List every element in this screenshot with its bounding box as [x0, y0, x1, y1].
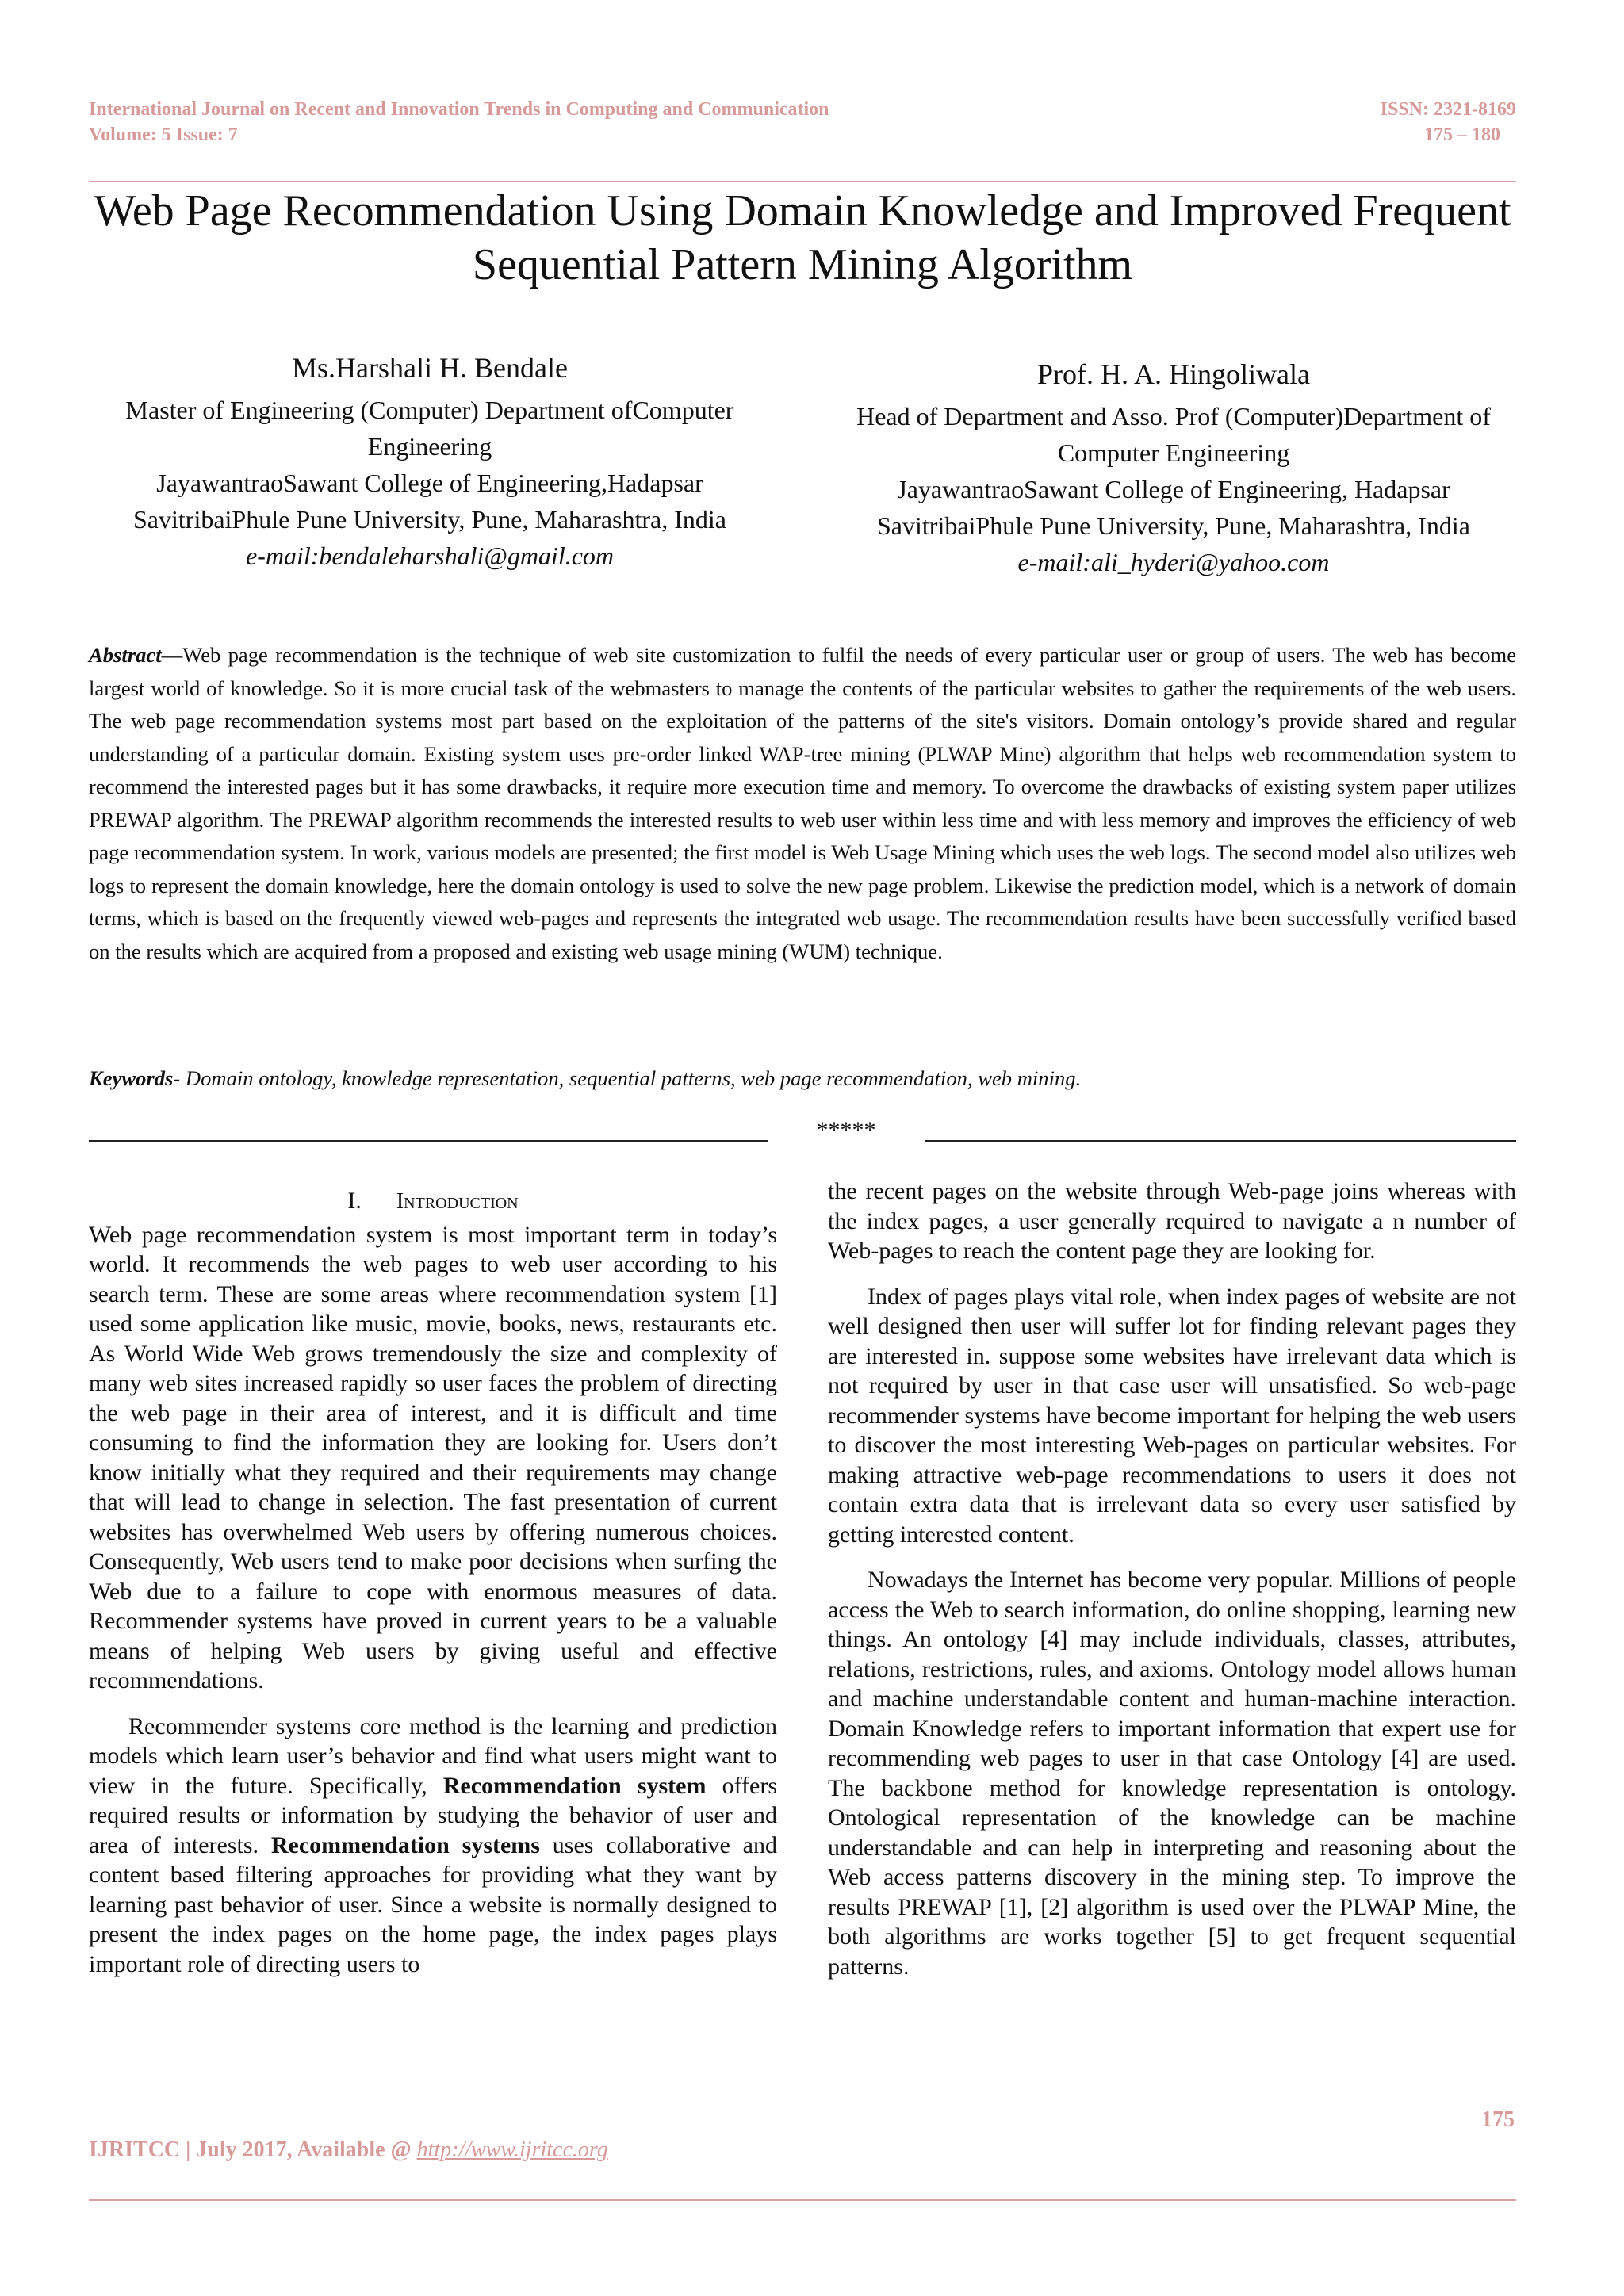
issn: ISSN: 2321-8169: [1380, 99, 1516, 120]
section-heading: [89, 1186, 777, 1217]
volume-issue: Volume: 5 Issue: 7: [89, 124, 238, 145]
footer: [89, 2136, 882, 2164]
affiliation-line: Master of Engineering (Computer) Department ofComputer: [125, 396, 734, 424]
paragraph: the recent pages on the website through Web-page joins whereas with the index pages, a user generally required to navigate a n number of Web-pages to reach the content page they are looking for.: [828, 1178, 1516, 1264]
abstract-dash: —: [161, 643, 183, 667]
right-column: [828, 1177, 1516, 1981]
author-block-1: [89, 346, 771, 574]
footer-link[interactable]: http://www.ijritcc.org: [416, 2137, 608, 2162]
abstract-text: Web page recommendation is the technique of web site customization to fulfil the needs of every particular user or group of users. The web has become largest world of knowledge. So it is more crucial task of the webmasters to manage the contents of the particular websites to gather the requirements of the web users. The web page recommendation systems most part based on the exploitation of the patterns of the site's visitors. Domain ontology’s provide shared and regular understanding of a particular domain. Existing system uses pre-order linked WAP-tree mining (PLWAP Mine) algorithm that helps web recommendation system to recommend the interested pages but it has some drawbacks, it require more execution time and memory. To overcome the drawbacks of existing system paper utilizes PREWAP algorithm. The PREWAP algorithm recommends the interested results to web user within less time and with less memory and improves the efficiency of web page recommendation system. In work, various models are presented; the first model is Web Usage Mining which uses the web logs. The second model also utilizes web logs to represent the domain knowledge, here the domain ontology is used to solve the new page problem. Likewise the prediction model, which is a network of domain terms, which is based on the frequently viewed web-pages and represents the integrated web usage. The recommendation results have been successfully verified based on the results which are acquired from a proposed and existing web usage mining (WUM) technique.: [89, 643, 1516, 963]
author-block-2: [825, 352, 1522, 580]
keywords: [89, 1062, 1516, 1094]
affiliation-line: Engineering: [367, 432, 492, 461]
title-line-2: Sequential Pattern Mining Algorithm: [472, 240, 1133, 289]
running-header: [89, 97, 1516, 147]
bold-term: Recommendation systems: [270, 1831, 540, 1858]
section-separator: [89, 1116, 1516, 1145]
abstract-label: Abstract: [89, 643, 162, 667]
author-email[interactable]: e-mail:bendaleharshali@gmail.com: [245, 541, 615, 570]
affiliation-line: SavitribaiPhule Pune University, Pune, Maharashtra, India: [133, 505, 726, 534]
page-range: 175 – 180: [1424, 124, 1500, 145]
affiliation-line: Computer Engineering: [1057, 438, 1290, 467]
author-email[interactable]: e-mail:ali_hyderi@yahoo.com: [1017, 548, 1330, 576]
title-line-1: Web Page Recommendation Using Domain Knowledge and Improved Frequent: [94, 186, 1511, 235]
header-rule: [89, 181, 1516, 182]
section-number: I.: [347, 1188, 362, 1214]
page-number: 175: [1481, 2107, 1515, 2132]
affiliation-line: SavitribaiPhule Pune University, Pune, Maharashtra, India: [877, 511, 1470, 540]
author-name: Prof. H. A. Hingoliwala: [1037, 358, 1310, 390]
abstract: [89, 639, 1516, 968]
left-column: [89, 1186, 777, 1979]
author-name: Ms.Harshali H. Bendale: [292, 352, 568, 384]
separator-line-left: [89, 1140, 768, 1142]
affiliation-line: JayawantraoSawant College of Engineering, Hadapsar: [897, 475, 1450, 503]
section-title: Introduction: [396, 1189, 519, 1214]
paper-title: [89, 184, 1516, 292]
affiliation-line: JayawantraoSawant College of Engineering,Hadapsar: [156, 469, 703, 497]
journal-name: International Journal on Recent and Innovation Trends in Computing and Communication: [89, 99, 829, 120]
keywords-text: Domain ontology, knowledge representation, sequential patterns, web page recommendation, web mining.: [180, 1066, 1082, 1090]
affiliation-line: Head of Department and Asso. Prof (Computer)Department of: [856, 402, 1491, 430]
paragraph: Nowadays the Internet has become very popular. Millions of people access the Web to search information, do online shopping, learning new things. An ontology [4] may include individuals, classes, attributes, relations, restrictions, rules, and axioms. Ontology model allows human and machine understandable content and human-machine interaction. Domain Knowledge refers to important information that expert use for recommending web pages to user in that case Ontology [4] are used. The backbone method for knowledge representation is ontology. Ontological representation of the knowledge can be machine understandable and can help in interpreting and reasoning about the Web access patterns discovery in the mining step. To improve the results PREWAP [1], [2] algorithm is used over the PLWAP Mine, the both algorithms are works together [5] to get frequent sequential patterns.: [828, 1567, 1516, 1980]
bold-term: Recommendation system: [442, 1772, 707, 1799]
text-run: offers required results or information by studying the behavior of user and area of interests.: [89, 1772, 778, 1858]
separator-stars: *****: [816, 1117, 876, 1143]
footer-rule: [89, 2199, 1516, 2201]
paragraph: Index of pages plays vital role, when index pages of website are not well designed then user will suffer lot for finding relevant pages they are interested in. suppose some websites have irrelevant data which is not required by user in that case user will unsatisfied. So web-page recommender systems have become important for helping the web users to discover the most interesting Web-pages on particular websites. For making attractive web-page recommendations to users it does not contain extra data that is irrelevant data so every user satisfied by getting interested content.: [828, 1283, 1516, 1548]
keywords-label: Keywords-: [89, 1066, 181, 1090]
paragraph: [89, 1712, 777, 1980]
footer-text: IJRITCC | July 2017, Available @: [89, 2137, 417, 2162]
paragraph: Web page recommendation system is most important term in today’s world. It recommends the web pages to web user according to his search term. These are some areas where recommendation system [1] used some application like music, movie, books, news, restaurants etc. As World Wide Web grows tremendously the size and complexity of many web sites increased rapidly so user faces the problem of directing the web page in their area of interest, and it is difficult and time consuming to find the information they are looking for. Users don’t know initially what they required and their requirements may change that will lead to change in selection. The fast presentation of current websites has overwhelmed Web users by offering numerous choices. Consequently, Web users tend to make poor decisions when surfing the Web due to a failure to cope with enormous measures of data. Recommender systems have proved in current years to be a valuable means of helping Web users by giving useful and effective recommendations.: [89, 1221, 777, 1693]
text-run: Recommender systems core method is the learning and prediction models which learn user’s behavior and find what users might want to view in the future. Specifically,: [89, 1712, 777, 1799]
separator-line-right: [925, 1140, 1516, 1142]
text-run: uses collaborative and content based filtering approaches for providing what they want by learning past behavior of user. Since a website is normally designed to present the index pages on the home page, the index pages plays important role of directing users to: [89, 1831, 777, 1977]
